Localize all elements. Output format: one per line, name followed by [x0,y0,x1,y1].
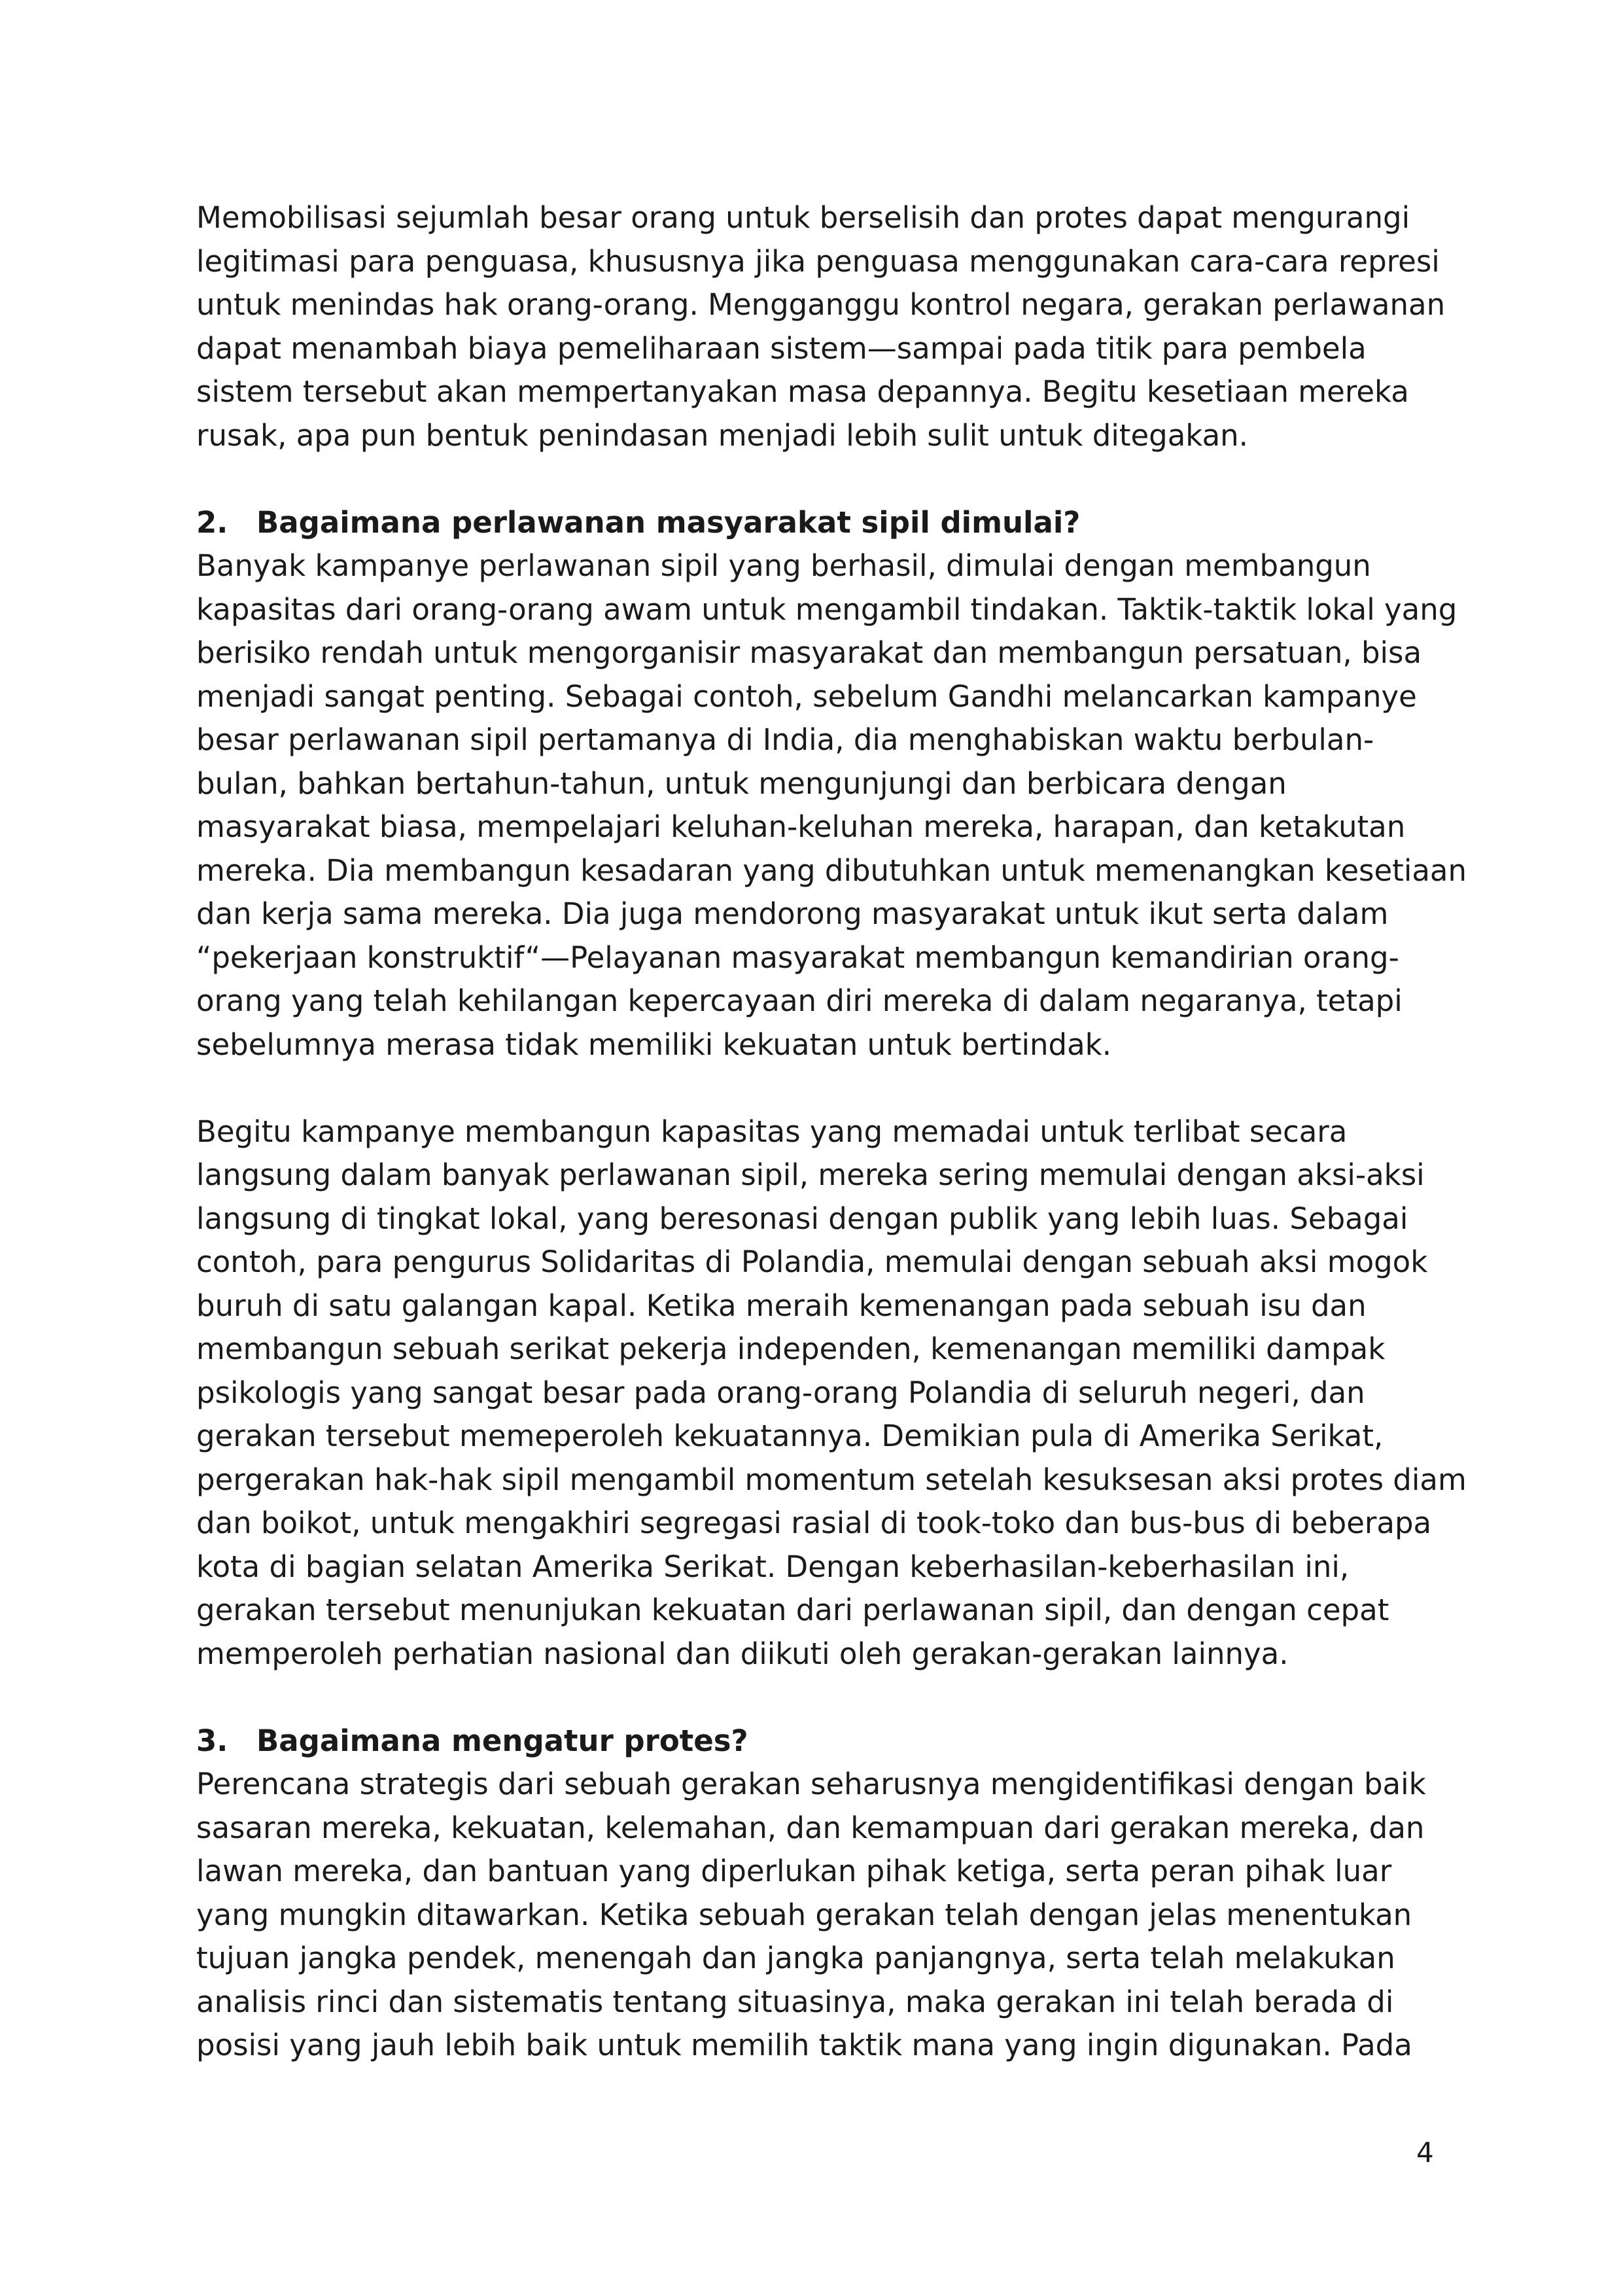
text-line: legitimasi para penguasa, khususnya jika penguasa menggunakan cara-cara represi [196,243,1440,279]
section-2-heading [196,501,1439,545]
text-line: lawan mereka, dan bantuan yang diperlukan pihak ketiga, serta peran pihak luar [196,1854,1392,1888]
text-line: Memobilisasi sejumlah besar orang untuk berselisih dan protes dapat mengurangi [196,200,1410,235]
text-line: bulan, bahkan bertahun-tahun, untuk mengunjungi dan berbicara dengan [196,766,1287,801]
text-line: contoh, para pengurus Solidaritas di Polandia, memulai dengan sebuah aksi mogok [196,1245,1428,1279]
text-line: Banyak kampanye perlawanan sipil yang berhasil, dimulai dengan membangun [196,548,1371,583]
section-2-paragraph-2 [196,1110,1467,1676]
text-line: dan kerja sama mereka. Dia juga mendorong masyarakat untuk ikut serta dalam [196,896,1389,931]
section-2-paragraph-1 [196,544,1467,1067]
text-line: analisis rinci dan sistematis tentang situasinya, maka gerakan ini telah berada di [196,1984,1394,2019]
text-line: sasaran mereka, kekuatan, kelemahan, dan kemampuan dari gerakan mereka, dan [196,1810,1425,1845]
text-line: tujuan jangka pendek, menengah dan jangka panjangnya, serta telah melakukan [196,1941,1395,1975]
paragraph-spacer [196,1676,1439,1720]
text-line: gerakan tersebut memeperoleh kekuatannya. Demikian pula di Amerika Serikat, [196,1419,1384,1453]
intro-paragraph [196,196,1446,457]
text-line: psikologis yang sangat besar pada orang-orang Polandia di seluruh negeri, dan [196,1375,1365,1410]
text-line: “pekerjaan konstruktif“—Pelayanan masyarakat membangun kemandirian orang- [196,940,1399,975]
text-line: buruh di satu galangan kapal. Ketika meraih kemenangan pada sebuah isu dan [196,1288,1367,1323]
text-line: orang yang telah kehilangan kepercayaan diri mereka di dalam negaranya, tetapi [196,983,1403,1018]
text-line: dan boikot, untuk mengakhiri segregasi rasial di took-toko dan bus-bus di beberapa [196,1506,1432,1540]
text-line: berisiko rendah untuk mengorganisir masyarakat dan membangun persatuan, bisa [196,635,1422,670]
page-number: 4 [1416,2136,1434,2168]
text-line: Perencana strategis dari sebuah gerakan seharusnya mengidentifikasi dengan baik [196,1767,1426,1801]
text-line: kapasitas dari orang-orang awam untuk mengambil tindakan. Taktik-taktik lokal yang [196,592,1457,627]
section-3-paragraph-1 [196,1763,1439,2068]
text-line: langsung dalam banyak perlawanan sipil, mereka sering memulai dengan aksi-aksi [196,1157,1425,1192]
text-line: posisi yang jauh lebih baik untuk memilih taktik mana yang ingin digunakan. Pada [196,2028,1412,2062]
text-line: yang mungkin ditawarkan. Ketika sebuah gerakan telah dengan jelas menentukan [196,1897,1412,1932]
section-3-title: Bagaimana mengatur protes? [256,1723,748,1758]
paragraph-spacer [196,1067,1439,1110]
text-line: untuk menindas hak orang-orang. Mengganggu kontrol negara, gerakan perlawanan [196,287,1446,322]
text-line: rusak, apa pun bentuk penindasan menjadi lebih sulit untuk ditegakan. [196,417,1248,453]
text-line: langsung di tingkat lokal, yang beresonasi dengan publik yang lebih luas. Sebagai [196,1201,1408,1236]
paragraph-spacer [196,457,1439,501]
text-line: menjadi sangat penting. Sebagai contoh, sebelum Gandhi melancarkan kampanye [196,679,1417,714]
text-line: membangun sebuah serikat pekerja independen, kemenangan memiliki dampak [196,1332,1386,1366]
section-3-number: 3. [196,1723,228,1758]
section-2-title: Bagaimana perlawanan masyarakat sipil dimulai? [256,504,1081,540]
text-line: mereka. Dia membangun kesadaran yang dibutuhkan untuk memenangkan kesetiaan [196,853,1467,888]
text-line: gerakan tersebut menunjukan kekuatan dari perlawanan sipil, dan dengan cepat [196,1593,1389,1627]
text-line: memperoleh perhatian nasional dan diikuti oleh gerakan-gerakan lainnya. [196,1636,1289,1671]
text-line: besar perlawanan sipil pertamanya di India, dia menghabiskan waktu berbulan- [196,722,1374,757]
text-line: sistem tersebut akan mempertanyakan masa depannya. Begitu kesetiaan mereka [196,374,1409,409]
text-line: kota di bagian selatan Amerika Serikat. Dengan keberhasilan-keberhasilan ini, [196,1549,1350,1584]
text-line: dapat menambah biaya pemeliharaan sistem—sampai pada titik para pembela [196,330,1367,366]
section-3-heading [196,1720,1439,1763]
section-2-number: 2. [196,504,228,540]
text-line: masyarakat biasa, mempelajari keluhan-keluhan mereka, harapan, dan ketakutan [196,809,1406,844]
page-content [196,196,1467,2068]
text-line: sebelumnya merasa tidak memiliki kekuatan untuk bertindak. [196,1027,1112,1062]
text-line: Begitu kampanye membangun kapasitas yang memadai untuk terlibat secara [196,1114,1348,1149]
text-line: pergerakan hak-hak sipil mengambil momentum setelah kesuksesan aksi protes diam [196,1462,1467,1497]
